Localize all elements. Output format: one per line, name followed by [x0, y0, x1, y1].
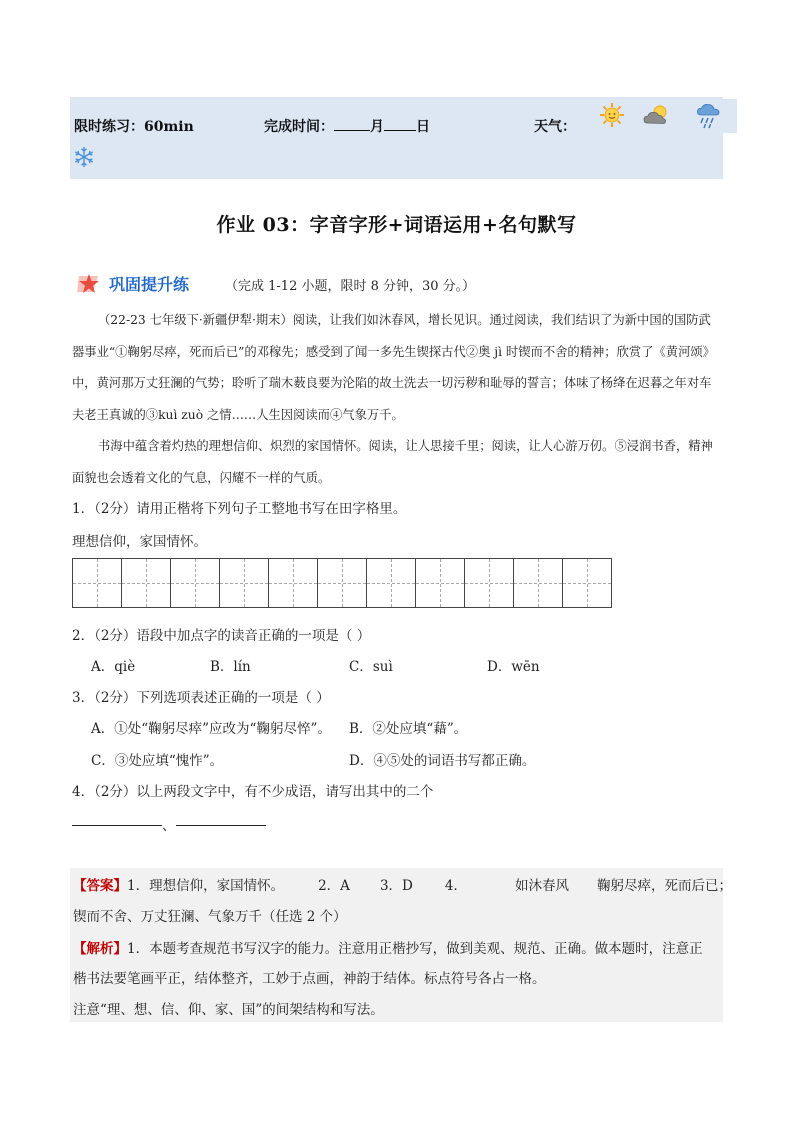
grid-cell[interactable]	[73, 559, 122, 607]
q3-option-c[interactable]: C．③处应填“愧怍”。	[91, 753, 224, 769]
grid-cell[interactable]	[514, 559, 563, 607]
answer-4-word-1: 如沐春风	[514, 878, 569, 894]
q2-option-b[interactable]: B．lín	[210, 659, 251, 675]
passage-paragraph-1: （22-23 七年级下·新疆伊犁·期末）阅读，让我们如沐春风，增长见识。通过阅读，我们结识了为新中国的国防武器事业“①鞠躬尽瘁，死而后已”的邓稼先；感受到了闻一多先生锲探古代②奥 jì 时锲而不舍的精神；欣赏了《黄河颂》中，黄河那万丈狂澜的气势；聆听了瑞木薮良要为沦陷的故土洗去一切污秽和耻辱的誓言；体味了杨绛在迟暮之年对车夫老王真诚的③kuì zuò 之情……人生因阅读而④气象万千。	[72, 313, 715, 422]
q4-blank-2[interactable]	[176, 825, 266, 826]
header-band	[70, 97, 723, 179]
q3-option-b[interactable]: B．②处应填“藉”。	[349, 721, 468, 737]
answer-4: 4．	[444, 878, 467, 894]
q4-separator: 、	[162, 818, 176, 834]
answer-1: 1．理想信仰，家国情怀。	[127, 878, 285, 894]
question-1: 1．（2分）请用正楷将下列句子工整地书写在田字格里。	[72, 501, 407, 517]
grid-cell[interactable]	[220, 559, 269, 607]
page-title: 作业 03：字音字形+词语运用+名句默写	[216, 214, 577, 236]
section-subtitle: （完成 1-12 小题，限时 8 分钟，30 分。）	[225, 279, 476, 294]
month-label: 月	[370, 119, 384, 135]
snowflake-icon	[73, 146, 95, 168]
question-2: 2．（2分）语段中加点字的读音正确的一项是（ ）	[72, 628, 371, 644]
question-3: 3．（2分）下列选项表述正确的一项是（ ）	[72, 690, 330, 706]
grid-cell[interactable]	[416, 559, 465, 607]
answer-label: 【答案】	[73, 878, 127, 894]
complete-time-label: 完成时间：	[264, 119, 334, 135]
passage-paragraph-2: 书海中蕴含着灼热的理想信仰、炽烈的家国情怀。阅读，让人思接千里；阅读，让人心游万仞。⑤浸润书香，精神面貌也会透着文化的气息，闪耀不一样的气质。	[72, 439, 713, 485]
partly-cloudy-icon	[642, 103, 674, 127]
answer-line-1	[73, 874, 732, 894]
grid-cell[interactable]	[465, 559, 514, 607]
q2-option-c[interactable]: C．suì	[349, 659, 393, 675]
answer-3: 3．D	[379, 878, 413, 894]
analysis-line-2: 楷书法要笔画平正，结体整齐，工妙于点画，神韵于结体。标点符号各占一格。	[73, 971, 546, 987]
answer-line-2: 锲而不舍、万丈狂澜、气象万千（任选 2 个）	[73, 909, 347, 925]
grid-cell[interactable]	[171, 559, 220, 607]
q2-option-d[interactable]: D．wēn	[487, 659, 540, 675]
q2-option-a[interactable]: A．qiè	[91, 659, 136, 675]
month-blank[interactable]	[334, 118, 370, 131]
question-4: 4．（2分）以上两段文字中，有不少成语，请写出其中的二个	[72, 784, 434, 800]
header-tab	[723, 99, 737, 133]
analysis-line-3: 注意“理、想、信、仰、家、国”的间架结构和写法。	[73, 1002, 384, 1018]
section-title: 巩固提升练	[109, 275, 190, 294]
answer-4-word-2: 鞠躬尽瘁，死而后已；	[596, 878, 732, 894]
grid-cell[interactable]	[122, 559, 171, 607]
rain-icon	[696, 102, 722, 130]
analysis-text-1: 1．本题考查规范书写汉字的能力。注意用正楷抄写，做到美观、规范、正确。做本题时，注意正	[127, 941, 703, 957]
time-limit: 限时练习：60min	[74, 119, 194, 135]
star-badge-icon	[76, 272, 106, 296]
question-1-text: 理想信仰，家国情怀。	[72, 534, 207, 550]
weather-label: 天气：	[534, 119, 576, 135]
grid-cell[interactable]	[318, 559, 367, 607]
grid-cell[interactable]	[367, 559, 416, 607]
q3-option-a[interactable]: A．①处“鞠躬尽瘁”应改为“鞠躬尽悴”。	[91, 721, 331, 737]
answer-2: 2．A	[318, 878, 350, 894]
q3-option-d[interactable]: D．④⑤处的词语书写都正确。	[349, 753, 536, 769]
analysis-line-1	[73, 937, 703, 957]
complete-time	[264, 116, 430, 136]
grid-cell[interactable]	[563, 559, 611, 607]
sun-icon	[599, 102, 625, 128]
grid-cell[interactable]	[269, 559, 318, 607]
analysis-label: 【解析】	[73, 941, 127, 957]
tianzige-grid[interactable]	[72, 558, 612, 608]
day-label: 日	[416, 119, 430, 135]
q4-blank-1[interactable]	[72, 825, 162, 826]
day-blank[interactable]	[384, 118, 416, 131]
